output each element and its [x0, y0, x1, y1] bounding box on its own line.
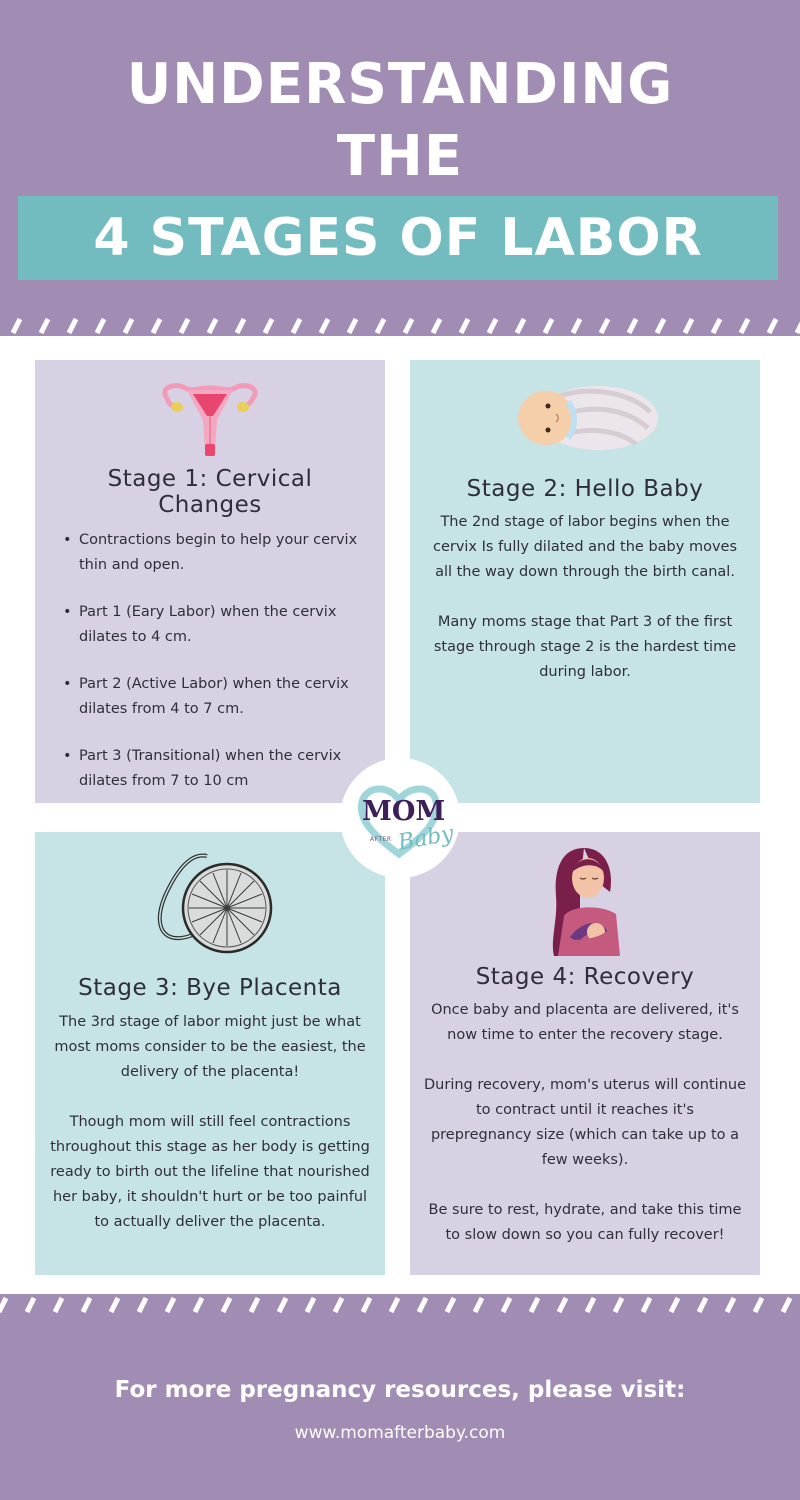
stage-3-paragraph-1: The 3rd stage of labor might just be what most moms consider to be the easiest, the delivery of the placenta! [54, 1014, 366, 1080]
footer [0, 1313, 800, 1500]
stage-3-description [49, 1010, 371, 1235]
website-link[interactable]: www.momafterbaby.com [294, 1423, 506, 1443]
stage-1-bullet-list [63, 528, 373, 816]
page-title: 4 STAGES OF LABOR [93, 208, 703, 268]
stage-4-paragraph-2: During recovery, mom's uterus will continue to contract until it reaches it's prepregnancy size (which can take up to a few weeks). [424, 1077, 747, 1168]
stage-4-paragraph-1: Once baby and placenta are delivered, it's now time to enter the recovery stage. [431, 1002, 739, 1043]
list-item: • Part 1 (Eary Labor) when the cervix dilates to 4 cm. [63, 600, 373, 650]
header-banner [0, 0, 800, 336]
stripe-divider-bottom [0, 1294, 800, 1314]
stage-3-title: Stage 3: Bye Placenta [78, 975, 342, 1001]
stage-1-card [35, 360, 385, 803]
stage-1-title-line-2: Changes [158, 492, 262, 518]
stage-2-paragraph-1: The 2nd stage of labor begins when the cervix Is fully dilated and the baby moves all the way down through the birth canal. [432, 514, 738, 580]
stage-3-paragraph-2: Though mom will still feel contractions throughout this stage as her body is getting ready to birth out the lifeline that nourished her baby, it shouldn't hurt or be too painful to actually deliver the placenta. [50, 1114, 370, 1230]
footer-call-to-action: For more pregnancy resources, please visit: [114, 1377, 686, 1403]
placenta-icon [145, 848, 275, 966]
stage-2-description [424, 510, 746, 685]
logo-after-text: AFTER [370, 836, 392, 843]
stage-2-title: Stage 2: Hello Baby [466, 476, 704, 502]
mom-after-baby-logo [340, 758, 460, 878]
title-line-understanding: UNDERSTANDING [126, 52, 674, 117]
stage-1-title [35, 466, 385, 518]
list-item: • Part 3 (Transitional) when the cervix dilates from 7 to 10 cm [63, 744, 373, 794]
swaddled-baby-icon [510, 378, 660, 460]
logo-mom-text: MOM [362, 796, 446, 827]
stage-4-description [424, 998, 746, 1248]
stage-1-title-line-1: Stage 1: Cervical [107, 466, 313, 492]
stage-2-paragraph-2: Many moms stage that Part 3 of the first stage through stage 2 is the hardest time during labor. [433, 614, 737, 680]
mother-holding-baby-icon [540, 844, 630, 960]
stage-3-card [35, 832, 385, 1275]
stage-4-title: Stage 4: Recovery [475, 964, 695, 990]
stage-4-paragraph-3: Be sure to rest, hydrate, and take this time to slow down so you can fully recover! [428, 1202, 742, 1243]
list-item: • Part 2 (Active Labor) when the cervix dilates from 4 to 7 cm. [63, 672, 373, 722]
title-line-the: THE [336, 124, 464, 189]
logo-baby-text: Baby [396, 821, 456, 856]
stage-4-card [410, 832, 760, 1275]
title-banner [18, 196, 778, 280]
stage-2-card [410, 360, 760, 803]
list-item: • Contractions begin to help your cervix thin and open. [63, 528, 373, 578]
uterus-icon [155, 378, 265, 466]
stripe-divider-top [0, 315, 800, 335]
